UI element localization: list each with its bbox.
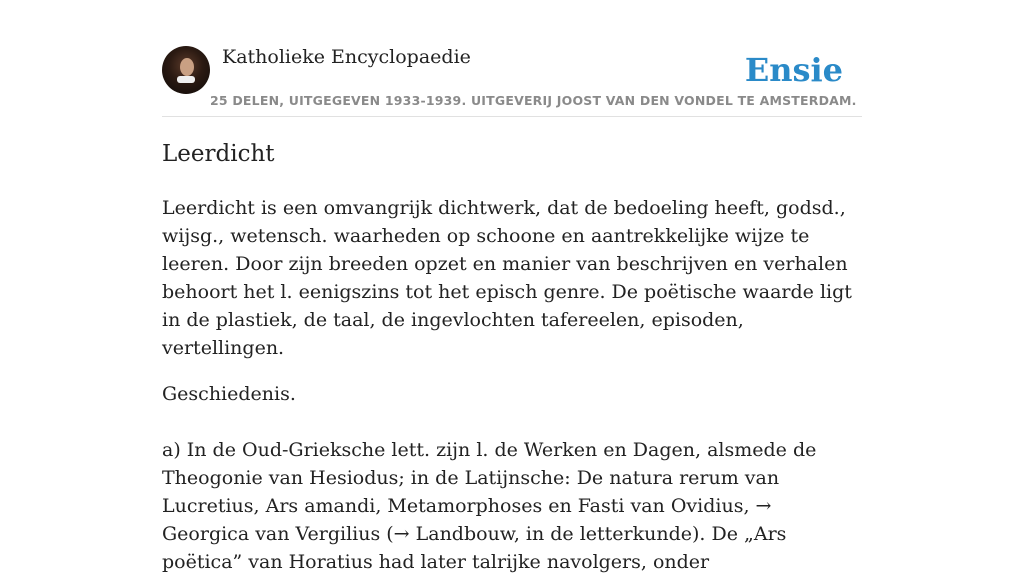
section-heading: Geschiedenis. <box>162 383 296 405</box>
site-subtitle: 25 DELEN, UITGEGEVEN 1933-1939. UITGEVERIJ JOOST VAN DEN VONDEL TE AMSTERDAM. <box>210 93 857 108</box>
article-paragraph: Leerdicht is een omvangrijk dichtwerk, dat de bedoeling heeft, godsd., wijsg., wetensch. waarheden op schoone en aantrekkelijke wijze te leeren. Door zijn breeden opzet en manier van beschrijven en verhalen behoort het l. eenigszins tot het episch genre. De poëtische waarde ligt in de plastiek, de taal, de ingevlochten tafereelen, episoden, vertellingen. <box>162 197 852 359</box>
site-header <box>162 45 862 117</box>
article <box>162 138 862 576</box>
avatar-face <box>180 58 194 76</box>
site-title[interactable]: Katholieke Encyclopaedie <box>222 46 471 68</box>
article-title: Leerdicht <box>162 141 275 167</box>
portrait-avatar[interactable] <box>162 46 210 94</box>
brand-logo-link[interactable]: Ensie <box>744 51 843 89</box>
article-paragraph: a) In de Oud-Grieksche lett. zijn l. de Werken en Dagen, alsmede de Theogonie van Hesiodus; in de Latijnsche: De natura rerum van Lucretius, Ars amandi, Metamorphoses en Fasti van Ovidius, → Georgica van Vergilius (→ Landbouw, in de letterkunde). De „Ars poëtica” van Horatius had later talrijke navolgers, onder <box>162 439 817 573</box>
avatar-collar <box>177 76 195 83</box>
